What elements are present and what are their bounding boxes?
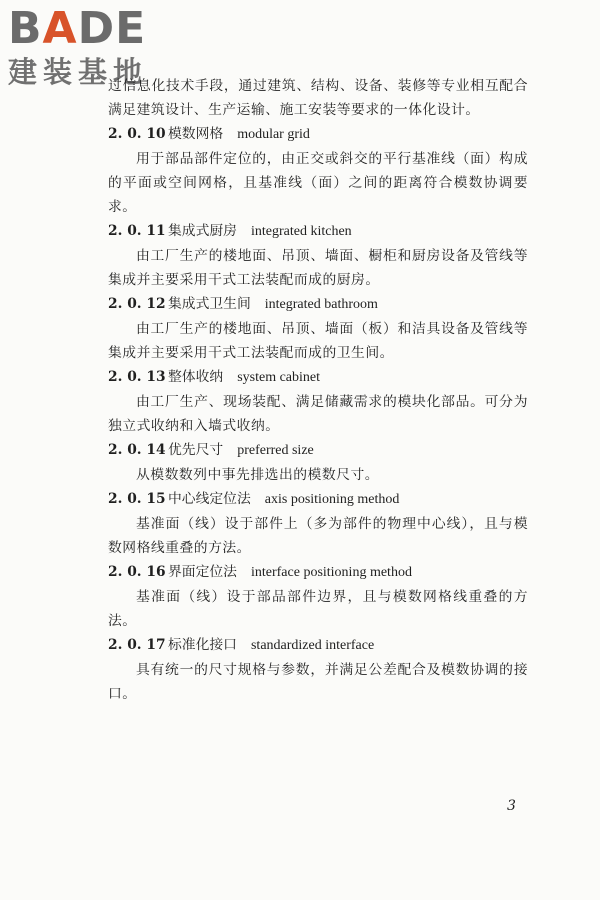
term-english: integrated kitchen [250,224,352,239]
term-english: interface positioning method [250,565,412,580]
term-chinese: 界面定位法 [168,564,237,580]
term-chinese: 优先尺寸 [168,442,224,458]
term-heading [108,487,528,512]
term-number: 2. 0. 17 [108,637,166,653]
term-number: 2. 0. 10 [108,126,166,142]
term-english: preferred size [237,443,314,458]
term-heading [108,219,528,244]
term-definition: 具有统一的尺寸规格与参数，并满足公差配合及模数协调的接口。 [108,662,528,702]
term-number: 2. 0. 11 [108,223,166,239]
term-english: standardized interface [250,638,375,653]
term-chinese: 整体收纳 [168,369,224,385]
logo-wordmark: BADE [8,3,147,54]
term-number: 2. 0. 12 [108,296,166,312]
term-chinese: 模数网格 [168,126,224,142]
term-english: system cabinet [237,370,320,385]
term-heading [108,438,528,463]
term-chinese: 集成式厨房 [168,223,237,239]
term-definition: 由工厂生产的楼地面、吊顶、墙面、橱柜和厨房设备及管线等集成并主要采用干式工法装配而成的厨房。 [108,248,528,288]
term-english: axis positioning method [264,492,400,507]
term-number: 2. 0. 14 [108,442,166,458]
term-english: modular grid [237,127,310,142]
term-chinese: 集成式卫生间 [168,296,251,312]
term-heading [108,292,528,317]
term-list [108,122,528,706]
page-number: 3 [507,798,516,814]
term-number: 2. 0. 16 [108,564,166,580]
intro-paragraph: 过信息化技术手段，通过建筑、结构、设备、装修等专业相互配合满足建筑设计、生产运输、施工安装等要求的一体化设计。 [108,78,528,118]
term-definition: 用于部品部件定位的，由正交或斜交的平行基准线（面）构成的平面或空间网格，且基准线（面）之间的距离符合模数协调要求。 [108,151,528,215]
term-definition: 基准面（线）设于部品部件边界，且与模数网格线重叠的方法。 [108,589,528,629]
term-heading [108,633,528,658]
term-english: integrated bathroom [264,297,378,312]
term-number: 2. 0. 15 [108,491,166,507]
term-definition: 由工厂生产的楼地面、吊顶、墙面（板）和洁具设备及管线等集成并主要采用干式工法装配而成的卫生间。 [108,321,528,361]
term-number: 2. 0. 13 [108,369,166,385]
term-definition: 由工厂生产、现场装配、满足储藏需求的模块化部品。可分为独立式收纳和入墙式收纳。 [108,394,528,434]
logo-subtitle: 建装基地 [8,55,149,89]
term-chinese: 标准化接口 [168,637,237,653]
term-heading [108,365,528,390]
term-heading [108,122,528,147]
term-chinese: 中心线定位法 [168,491,251,507]
term-definition: 从模数数列中事先排选出的模数尺寸。 [136,467,380,483]
term-heading [108,560,528,585]
document-body [108,74,528,706]
term-definition: 基准面（线）设于部件上（多为部件的物理中心线），且与模数网格线重叠的方法。 [108,516,528,556]
